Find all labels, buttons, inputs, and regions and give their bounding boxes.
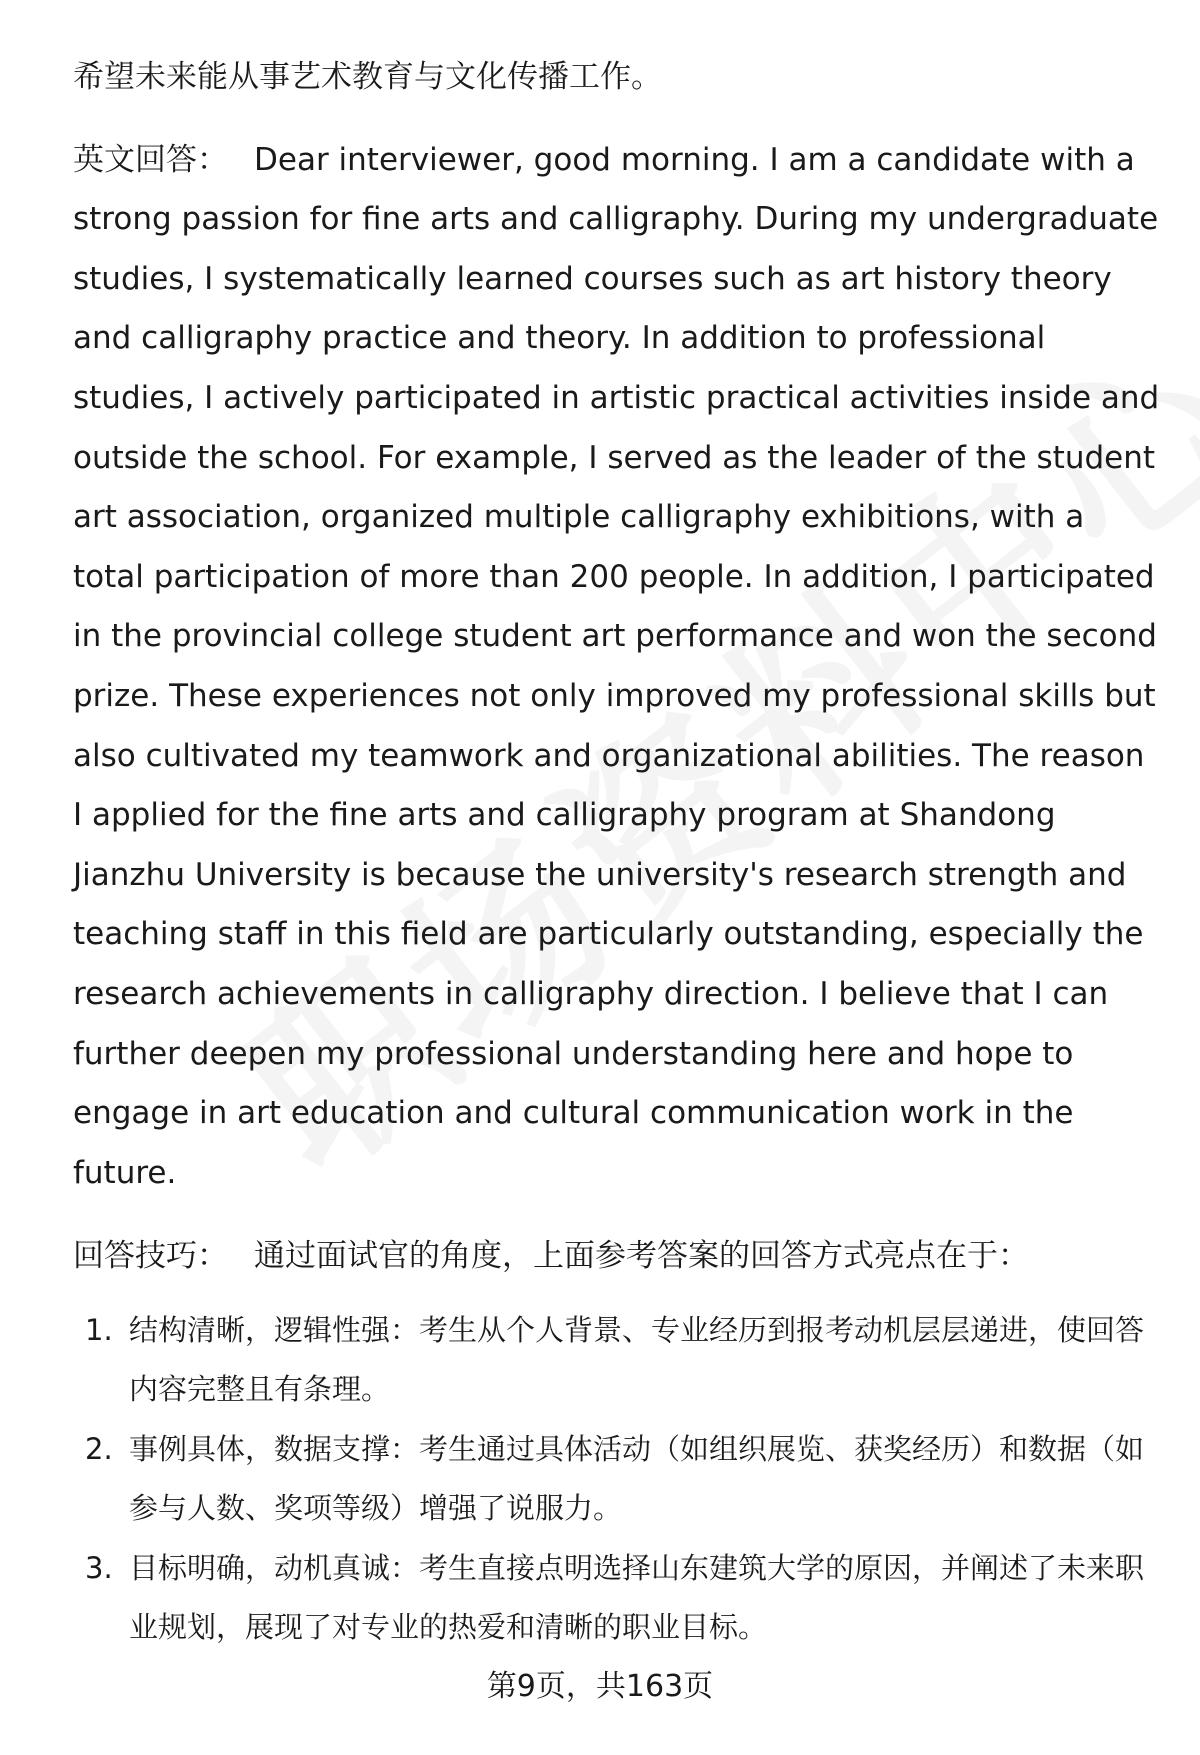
tips-label: 回答技巧： — [73, 1238, 228, 1275]
page-content — [73, 48, 1163, 1658]
tips-intro: 通过面试官的角度，上面参考答案的回答方式亮点在于： — [254, 1238, 1029, 1275]
list-item — [73, 1539, 1163, 1658]
list-item — [73, 1301, 1163, 1420]
page-number-footer: 第9页，共163页 — [486, 1669, 714, 1704]
list-item — [73, 1420, 1163, 1539]
list-item-number: 3. — [85, 1550, 113, 1585]
english-answer-label: 英文回答： — [73, 141, 228, 178]
tips-heading — [73, 1227, 1163, 1287]
list-item-number: 2. — [85, 1431, 113, 1466]
list-item-number: 1. — [85, 1312, 113, 1347]
list-item-text: 结构清晰，逻辑性强：考生从个人背景、专业经历到报考动机层层递进，使回答内容完整且有条理。 — [129, 1312, 1145, 1407]
english-answer-paragraph — [73, 131, 1163, 1204]
intro-tail-paragraph: 希望未来能从事艺术教育与文化传播工作。 — [73, 59, 662, 95]
english-answer-text: Dear interviewer, good morning. I am a candidate with a strong passion for fine arts and calligraphy. During my undergraduate studies, I systematically learned courses such as art history theory and calligraphy practice and theory. In addition to professional studies, I actively participated in artistic practical activities inside and outside the school. For example, I served as the leader of the student art association, organized multiple calligraphy exhibitions, with a total participation of more than 200 people. In addition, I participated in the provincial college student art performance and won the second prize. These experiences not only improved my professional skills but also cultivated my teamwork and organizational abilities. The reason I applied for the fine arts and calligraphy program at Shandong Jianzhu University is because the university's research strength and teaching staff in this field are particularly outstanding, especially the research achievements in calligraphy direction. I believe that I can further deepen my professional understanding here and hope to engage in art education and cultural communication work in the future. — [73, 141, 1160, 1191]
list-item-text: 目标明确，动机真诚：考生直接点明选择山东建筑大学的原因，并阐述了未来职业规划，展现了对专业的热爱和清晰的职业目标。 — [129, 1550, 1145, 1645]
tips-list — [73, 1301, 1163, 1658]
list-item-text: 事例具体，数据支撑：考生通过具体活动（如组织展览、获奖经历）和数据（如参与人数、奖项等级）增强了说服力。 — [129, 1431, 1145, 1526]
